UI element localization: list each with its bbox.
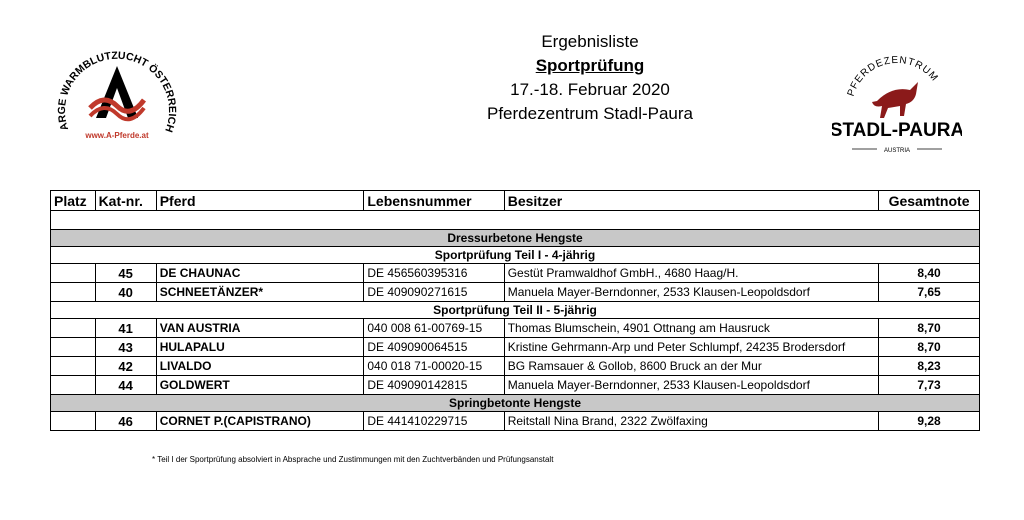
logo-right-name: STADL-PAURA <box>832 120 962 141</box>
page-subtitle: Sportprüfung <box>535 56 645 75</box>
cell-platz <box>51 338 96 357</box>
table-header-row <box>51 191 980 211</box>
cell-besitzer: Reitstall Nina Brand, 2322 Zwölfaxing <box>504 412 878 431</box>
cell-pferd: GOLDWERT <box>156 376 364 395</box>
cell-gesamtnote: 7,65 <box>879 283 980 302</box>
cell-pferd: HULAPALU <box>156 338 364 357</box>
cell-gesamtnote: 9,28 <box>879 412 980 431</box>
cell-kat: 45 <box>95 264 156 283</box>
section-spring <box>51 395 980 412</box>
logo-left-arc-text: ARGE WARMBLUTZUCHT ÖSTERREICH <box>55 49 179 134</box>
cell-lebensnummer: DE 409090064515 <box>364 338 504 357</box>
subsection-title: Sportprüfung Teil II - 5-jährig <box>51 302 980 319</box>
footnote: * Teil I der Sportprüfung absolviert in Absprache und Zustimmungen mit den Zuchtverbänden und Prüfungsanstalt <box>152 455 554 464</box>
document-header <box>420 30 760 126</box>
col-header-gesamtnote: Gesamtnote <box>879 191 980 211</box>
col-header-kat: Kat-nr. <box>95 191 156 211</box>
cell-kat: 42 <box>95 357 156 376</box>
table-row <box>51 283 980 302</box>
cell-besitzer: Manuela Mayer-Berndonner, 2533 Klausen-Leopoldsdorf <box>504 376 878 395</box>
arge-warmblutzucht-logo <box>52 38 182 148</box>
horse-icon <box>872 82 918 118</box>
table-row <box>51 264 980 283</box>
pferdezentrum-logo <box>832 46 962 166</box>
cell-gesamtnote: 8,40 <box>879 264 980 283</box>
cell-kat: 43 <box>95 338 156 357</box>
cell-lebensnummer: 040 008 61-00769-15 <box>364 319 504 338</box>
table-row <box>51 412 980 431</box>
cell-pferd: CORNET P.(CAPISTRANO) <box>156 412 364 431</box>
cell-lebensnummer: DE 409090271615 <box>364 283 504 302</box>
results-table <box>50 190 980 431</box>
cell-besitzer: Thomas Blumschein, 4901 Ottnang am Hausruck <box>504 319 878 338</box>
cell-kat: 44 <box>95 376 156 395</box>
col-header-lebensnummer: Lebensnummer <box>364 191 504 211</box>
cell-gesamtnote: 8,70 <box>879 319 980 338</box>
cell-besitzer: BG Ramsauer & Gollob, 8600 Bruck an der Mur <box>504 357 878 376</box>
cell-kat: 46 <box>95 412 156 431</box>
table-row <box>51 319 980 338</box>
cell-gesamtnote: 8,70 <box>879 338 980 357</box>
section-title: Dressurbetone Hengste <box>51 230 980 247</box>
logo-right-arc-text: PFERDEZENTRUM <box>845 54 941 98</box>
cell-lebensnummer: DE 441410229715 <box>364 412 504 431</box>
cell-pferd: LIVALDO <box>156 357 364 376</box>
cell-platz <box>51 376 96 395</box>
svg-text:ARGE WARMBLUTZUCHT ÖSTERREICH <box>56 50 178 134</box>
table-row <box>51 357 980 376</box>
col-header-besitzer: Besitzer <box>504 191 878 211</box>
section-dressur <box>51 230 980 247</box>
cell-besitzer: Manuela Mayer-Berndonner, 2533 Klausen-Leopoldsdorf <box>504 283 878 302</box>
cell-lebensnummer: DE 409090142815 <box>364 376 504 395</box>
cell-kat: 41 <box>95 319 156 338</box>
blank-row <box>51 211 980 230</box>
cell-pferd: DE CHAUNAC <box>156 264 364 283</box>
section-title: Springbetonte Hengste <box>51 395 980 412</box>
table-row <box>51 338 980 357</box>
cell-platz <box>51 283 96 302</box>
event-place: Pferdezentrum Stadl-Paura <box>487 104 693 123</box>
table-row <box>51 376 980 395</box>
cell-pferd: VAN AUSTRIA <box>156 319 364 338</box>
col-header-pferd: Pferd <box>156 191 364 211</box>
cell-lebensnummer: 040 018 71-00020-15 <box>364 357 504 376</box>
cell-pferd: SCHNEETÄNZER* <box>156 283 364 302</box>
event-date: 17.-18. Februar 2020 <box>510 80 670 99</box>
cell-platz <box>51 357 96 376</box>
subsection-title: Sportprüfung Teil I - 4-jährig <box>51 247 980 264</box>
subsection-teil-1 <box>51 247 980 264</box>
subsection-teil-2 <box>51 302 980 319</box>
cell-kat: 40 <box>95 283 156 302</box>
cell-platz <box>51 264 96 283</box>
logo-left-url: www.A-Pferde.at <box>85 131 149 140</box>
cell-platz <box>51 412 96 431</box>
logo-right-country: AUSTRIA <box>883 148 911 154</box>
cell-lebensnummer: DE 456560395316 <box>364 264 504 283</box>
cell-gesamtnote: 7,73 <box>879 376 980 395</box>
page-title: Ergebnisliste <box>541 32 639 51</box>
cell-gesamtnote: 8,23 <box>879 357 980 376</box>
col-header-platz: Platz <box>51 191 96 211</box>
cell-besitzer: Gestüt Pramwaldhof GmbH., 4680 Haag/H. <box>504 264 878 283</box>
cell-platz <box>51 319 96 338</box>
cell-besitzer: Kristine Gehrmann-Arp und Peter Schlumpf, 24235 Brodersdorf <box>504 338 878 357</box>
